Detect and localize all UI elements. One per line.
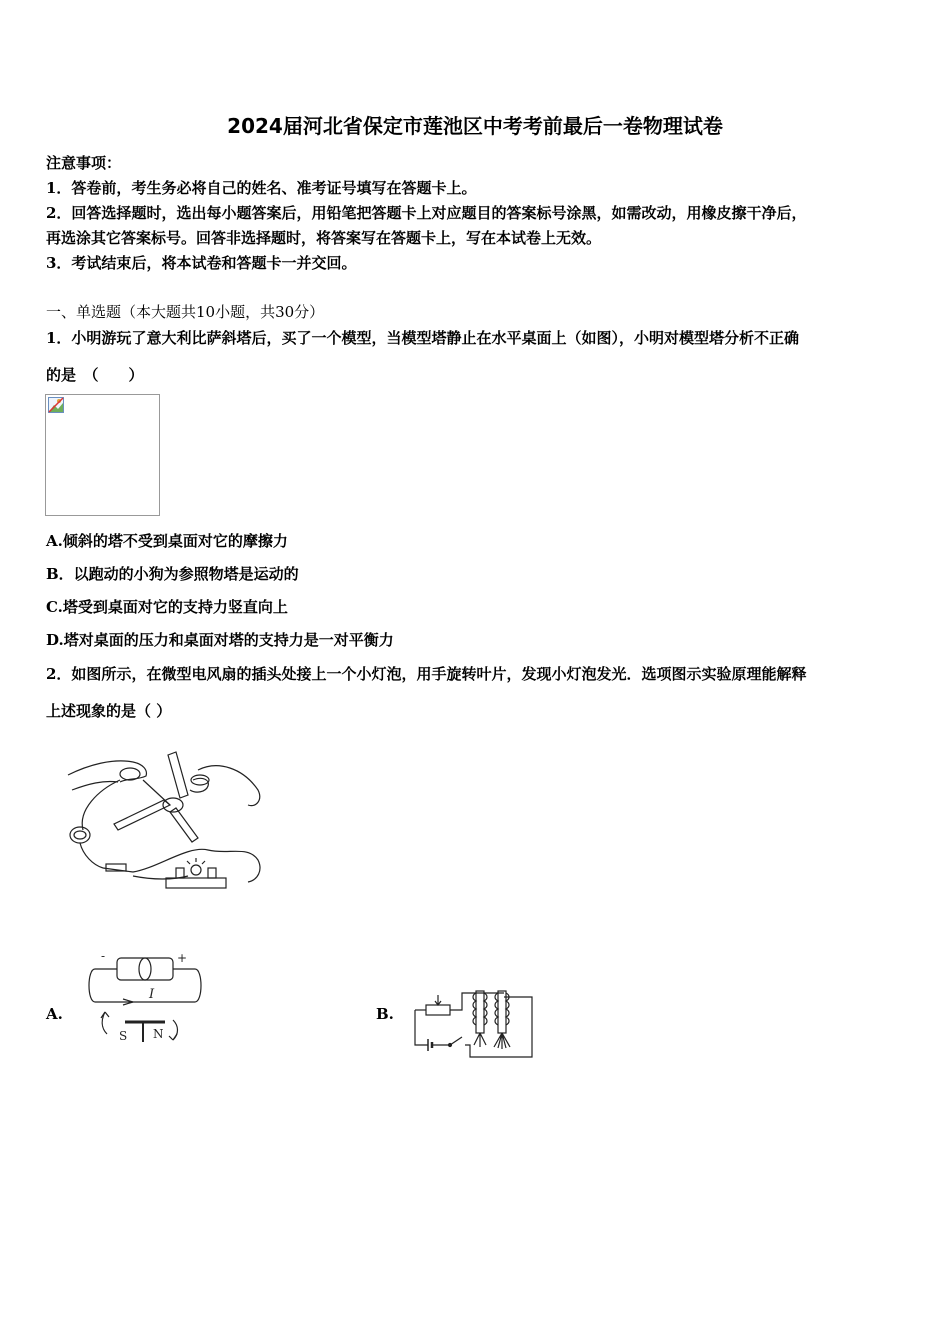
- notice-heading: 注意事项：: [46, 154, 122, 172]
- plus-sign-label: +: [177, 951, 188, 965]
- page-title: 2024届河北省保定市莲池区中考考前最后一卷物理试卷: [227, 114, 723, 138]
- notice-item-2-line-2: 再选涂其它答案标号。回答非选择题时，将答案写在答题卡上，写在本试卷上无效。: [46, 229, 602, 247]
- option-a-solenoid-compass-figure: [85, 950, 215, 1050]
- notice-item-3: 3．考试结束后，将本试卷和答题卡一并交回。: [46, 254, 357, 272]
- broken-image-icon: [48, 397, 64, 413]
- current-label: I: [149, 987, 155, 1002]
- question-2-stem-line-2: 上述现象的是（ ）: [46, 702, 172, 720]
- question-1-option-c: C.塔受到桌面对它的支持力竖直向上: [46, 598, 288, 616]
- question-1-option-a: A.倾斜的塔不受到桌面对它的摩擦力: [46, 532, 288, 550]
- question-2-option-a-label: A.: [46, 1005, 63, 1023]
- question-1-stem-line-1: 1．小明游玩了意大利比萨斜塔后，买了一个模型，当模型塔静止在水平桌面上（如图），小明对模型塔分析不正确: [46, 329, 799, 347]
- question-2-option-b-label: B.: [376, 1005, 394, 1023]
- notice-item-1: 1．答卷前，考生务必将自己的姓名、准考证号填写在答题卡上。: [46, 179, 477, 197]
- option-b-electromagnet-circuit-figure: [410, 985, 540, 1065]
- question-2-stem-line-1: 2．如图所示，在微型电风扇的插头处接上一个小灯泡，用手旋转叶片，发现小灯泡发光．选项图示实验原理能解释: [46, 665, 807, 683]
- minus-sign-label: -: [101, 950, 106, 963]
- fan-lamp-illustration: [58, 750, 273, 910]
- question-1-stem-line-2: 的是 （ ）: [46, 366, 144, 384]
- notice-item-2-line-1: 2．回答选择题时，选出每小题答案后，用铅笔把答题卡上对应题目的答案标号涂黑，如需改动，用橡皮擦干净后，: [46, 204, 807, 222]
- south-pole-label: S: [119, 1029, 128, 1043]
- question-1-option-b: B．以跑动的小狗为参照物塔是运动的: [46, 565, 299, 583]
- tower-model-image-placeholder: [45, 394, 160, 516]
- question-1-option-d: D.塔对桌面的压力和桌面对塔的支持力是一对平衡力: [46, 631, 394, 649]
- north-pole-label: N: [153, 1027, 164, 1041]
- section-heading: 一、单选题（本大题共10小题，共30分）: [46, 303, 325, 321]
